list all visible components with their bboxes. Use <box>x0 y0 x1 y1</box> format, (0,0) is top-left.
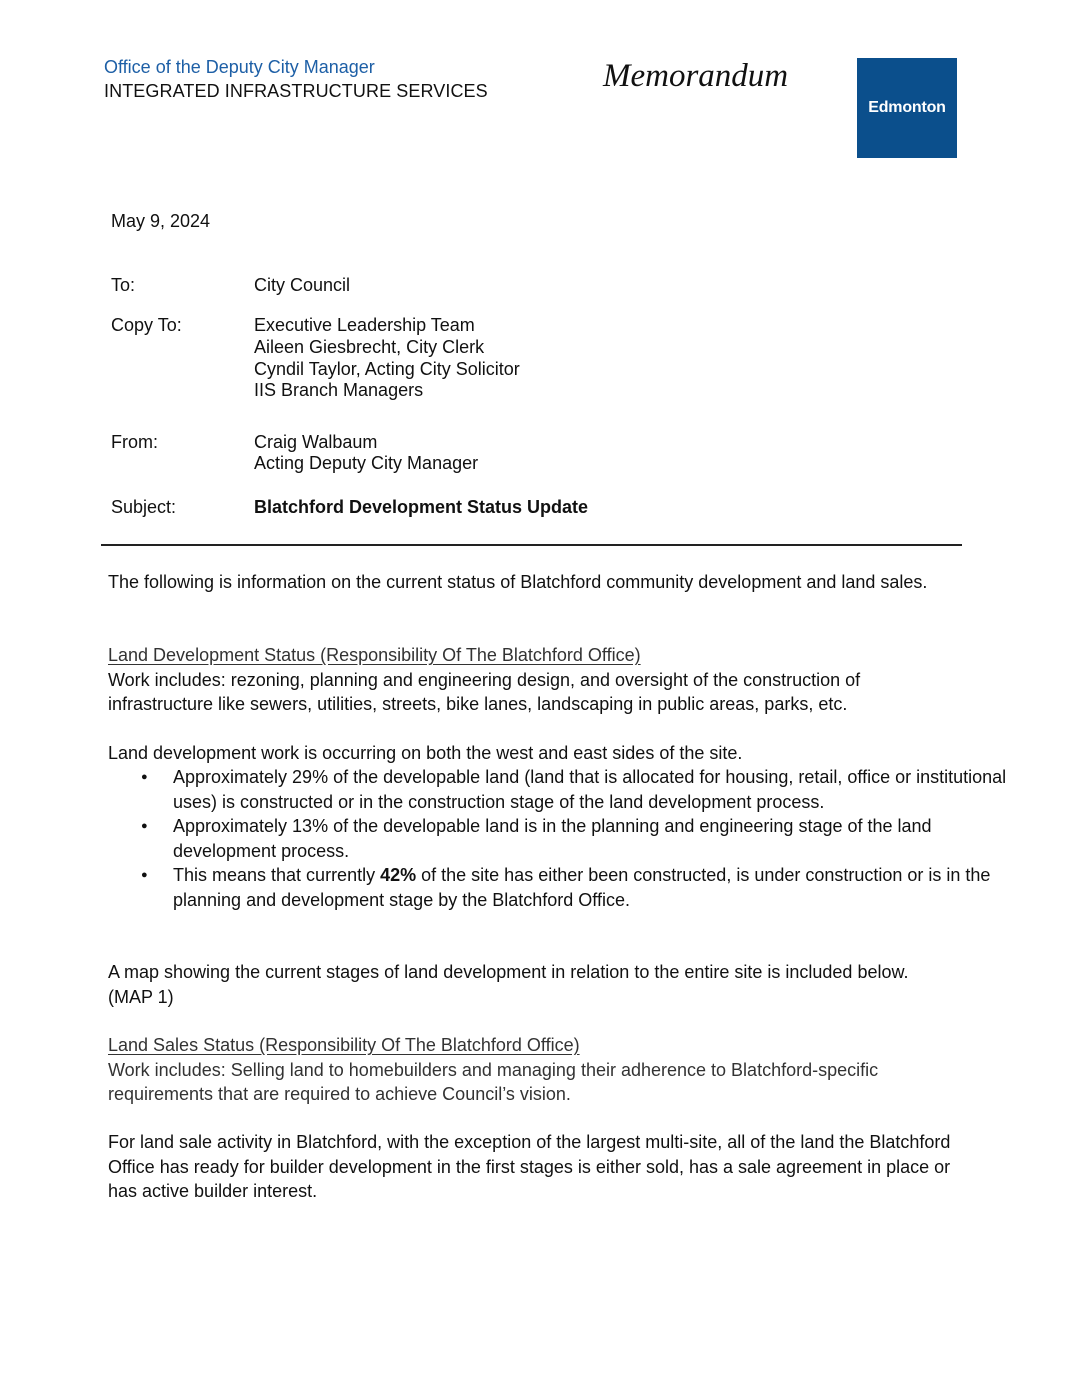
document-type-title: Memorandum <box>603 58 789 94</box>
subject-value: Blatchford Development Status Update <box>254 497 589 517</box>
to-label: To: <box>111 275 136 295</box>
map-note: A map showing the current stages of land development in relation to the entire site is included below. (MAP 1) <box>108 962 909 1007</box>
land-sales-heading: Land Sales Status (Responsibility Of The Blatchford Office) <box>108 1035 580 1055</box>
header-divider <box>101 544 962 546</box>
list-item <box>173 863 1023 912</box>
memo-date: May 9, 2024 <box>111 211 211 231</box>
logo-wordmark: Edmonton <box>868 99 946 116</box>
list-item: ● Approximately 13% of the developable land is in the planning and engineering stage of the land development process. <box>173 814 1023 863</box>
list-item: ● Approximately 29% of the developable land (land that is allocated for housing, retail, office or institutional uses) is constructed or in the construction stage of the land development process. <box>173 765 1023 814</box>
land-development-lead: Land development work is occurring on both the west and east sides of the site. <box>108 743 743 763</box>
land-development-section <box>108 643 958 717</box>
copy-to-recipient: Cyndil Taylor, Acting City Solicitor <box>254 359 520 379</box>
bullet-text: of the site has either been constructed, is under construction or is in the planning and development stage by the Blatchford Office. <box>173 865 991 910</box>
copy-to-recipient: Aileen Giesbrecht, City Clerk <box>254 337 485 357</box>
land-development-heading: Land Development Status (Responsibility Of The Blatchford Office) <box>108 645 641 665</box>
land-development-work: Work includes: rezoning, planning and engineering design, and oversight of the construction of infrastructure like sewers, utilities, streets, bike lanes, landscaping in public areas, parks, etc. <box>108 669 861 714</box>
from-title: Acting Deputy City Manager <box>254 453 479 473</box>
copy-to-label: Copy To: <box>111 315 182 335</box>
land-sales-activity: For land sale activity in Blatchford, with the exception of the largest multi-site, all of the land the Blatchford Office has ready for builder development in the first stages is either sold, has a sale agreement in place or has active builder interest. <box>108 1132 951 1201</box>
land-sales-section <box>108 1033 958 1107</box>
copy-to-recipient: IIS Branch Managers <box>254 380 424 400</box>
land-development-bullets <box>108 765 1023 912</box>
from-label: From: <box>111 432 158 452</box>
service-name: INTEGRATED INFRASTRUCTURE SERVICES <box>104 81 488 101</box>
office-name: Office of the Deputy City Manager <box>104 57 375 77</box>
bullet-text: This means that currently <box>173 865 381 885</box>
copy-to-recipient: Executive Leadership Team <box>254 315 475 335</box>
edmonton-logo <box>857 58 957 158</box>
percent-highlight: 42% <box>380 865 417 885</box>
to-value: City Council <box>254 275 351 295</box>
subject-label: Subject: <box>111 497 177 517</box>
land-sales-work: Work includes: Selling land to homebuilders and managing their adherence to Blatchford-specific requirements that are required to achieve Council’s vision. <box>108 1059 879 1104</box>
intro-paragraph: The following is information on the current status of Blatchford community development and land sales. <box>108 572 928 592</box>
from-name: Craig Walbaum <box>254 432 378 452</box>
